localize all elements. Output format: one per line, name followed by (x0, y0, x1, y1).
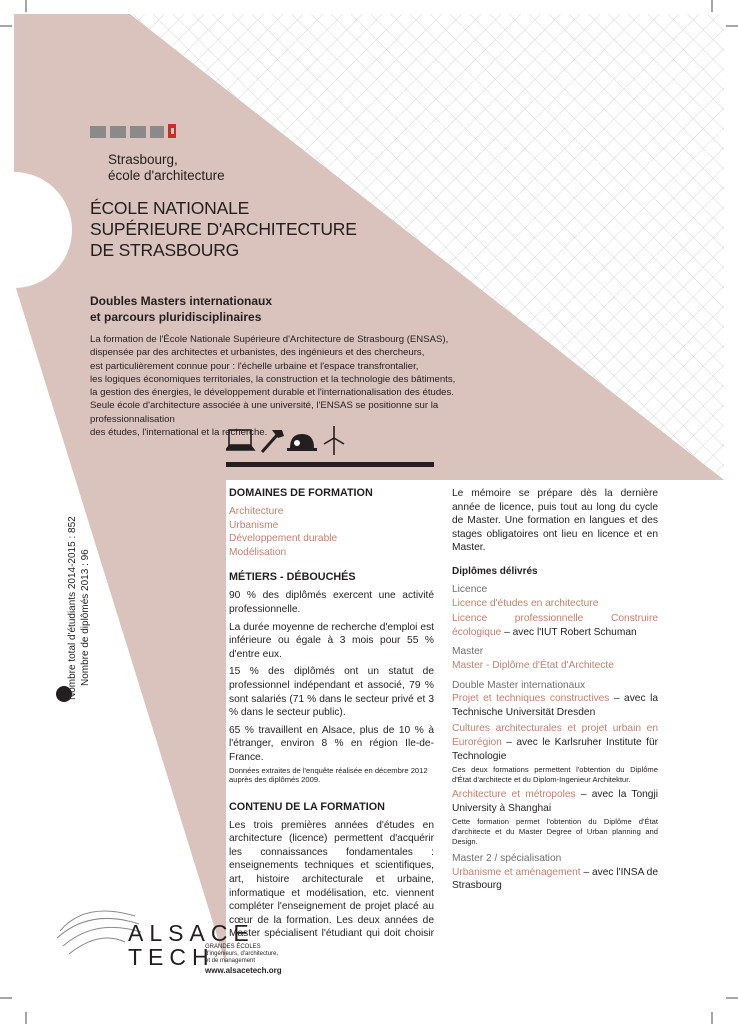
intro-line: Seule école d'architecture associée à une université, l'ENSAS se positionne sur la professionnalisation (90, 400, 439, 425)
intro-line: est particulièrement connue pour : l'échelle urbaine et l'espace transfrontalier, (90, 360, 419, 372)
side-stats-text (66, 516, 92, 700)
subtitle-line1: Doubles Masters internationaux (90, 294, 273, 308)
domaine-item: Développement durable (229, 533, 338, 545)
metiers-note: Données extraites de l'enquête réalisée en décembre 2012 auprès des diplômés 2009. (229, 765, 428, 785)
title-line1: ÉCOLE NATIONALE (90, 198, 250, 218)
school-name-line1: Strasbourg, (108, 152, 178, 167)
contenu-p1: Les trois premières années d'études en architecture (licence) permettent d'acquérir les connaissances fondamentales : enseignements techniques et scientifiques, art, histoire architecturale et urbaine, informatique et modélisation, etc. viennent compléter l'enseignement de projet placé au cœur de la formation. Les deux années de Master spécialisent l'étudiant qui doit choisir (229, 819, 434, 940)
laptop-icon (226, 430, 254, 450)
master2-item (452, 866, 658, 893)
page-title (90, 198, 357, 261)
intro-line: La formation de l'École Nationale Supérieure d'Architecture de Strasbourg (ENSAS), (90, 334, 449, 345)
master2-label: Master 2 / spécialisation (452, 853, 562, 865)
column-left (229, 487, 434, 945)
wind-turbine-icon (324, 426, 344, 455)
licence-pro (452, 612, 658, 639)
domaines-heading: DOMAINES DE FORMATION (229, 487, 373, 499)
licence-label: Licence (452, 583, 488, 595)
double-master-note: Ces deux formations permettent l'obtention du Diplôme d'État d'architecte et du Diplom-Ingenieur Architektur. (452, 765, 658, 784)
alsacetech-tagline (205, 944, 278, 965)
metiers-p3: 15 % des diplômés ont un statut de professionnel indépendant et associé, 79 % sont salariés (71 % dans le secteur privé et 3 % dans le secteur public). (229, 666, 434, 719)
domaine-item: Architecture (229, 506, 284, 517)
diplomes-heading: Diplômes délivrés (452, 565, 538, 577)
intro-line: la gestion des énergies, le développement durable et l'internationalisation des études. (90, 387, 454, 399)
double-master-item (452, 788, 658, 815)
tagline-line: GRANDES ÉCOLES (205, 944, 261, 950)
pictogram-row (226, 426, 346, 456)
licence-pro-partner: – avec l'IUT Robert Schuman (501, 626, 637, 638)
school-name-line2: école d'architecture (108, 168, 225, 183)
intro-paragraph (90, 333, 520, 439)
master-item: Master - Diplôme d'État d'Architecte (452, 659, 614, 671)
hard-hat-icon (287, 434, 317, 451)
double-master-partner: – avec la Tongji University à Shanghai (452, 789, 658, 814)
domaine-item: Modélisation (229, 546, 287, 558)
master2-partner: – avec l'INSA de Strasbourg (452, 866, 658, 892)
double-master-title: Projet et techniques constructives (452, 693, 610, 705)
double-master-partner: – avec la Technische Universität Dresden (452, 693, 658, 718)
column-right (452, 487, 658, 893)
double-master-partner: – avec le Karlsruher Institute für Technologie (452, 736, 658, 762)
title-line2: SUPÉRIEURE D'ARCHITECTURE (90, 219, 357, 239)
alsacetech-logo-alsace: ALSACE (128, 920, 255, 946)
tagline-line: et de management (205, 958, 256, 964)
title-line3: DE STRASBOURG (90, 240, 240, 260)
intro-line: des études, l'international et la recherche. (90, 427, 268, 439)
tagline-line: d'ingénieurs, d'architecture, (205, 951, 278, 957)
master-label: Master (452, 646, 484, 658)
metiers-p2: La durée moyenne de recherche d'emploi est inférieure ou égale à 3 mois pour 55 % d'entre eux. (229, 621, 434, 660)
stat-students: Nombre total d'étudiants 2014-2015 : 852 (67, 516, 78, 700)
ensas-logo-icon (90, 122, 182, 142)
alsacetech-url-link[interactable]: www.alsacetech.org (205, 966, 282, 975)
licence-item: Licence d'études en architecture (452, 597, 599, 609)
double-master-item (452, 692, 658, 719)
stat-graduates: Nombre de diplômés 2013 : 96 (80, 549, 91, 686)
metiers-p1: 90 % des diplômés exercent une activité professionnelle. (229, 590, 434, 615)
hammer-icon (262, 430, 284, 452)
licence-pro-title: Licence professionnelle Construire écologique (452, 613, 658, 638)
double-master-note: Cette formation permet l'obtention du Diplôme d'État d'architecte et du Master Degree of Urban planning and Design. (452, 817, 658, 846)
contenu-heading: CONTENU DE LA FORMATION (229, 800, 385, 813)
subtitle-line2: et parcours pluridisciplinaires (90, 310, 262, 324)
metiers-heading: MÉTIERS - DÉBOUCHÉS (229, 571, 356, 584)
master2-title: Urbanisme et aménagement (452, 866, 581, 878)
double-master-title: Architecture et métropoles (452, 789, 576, 801)
double-master-item (452, 722, 658, 763)
contenu-p2: Le mémoire se prépare dès la dernière année de licence, puis tout au long du cycle de Master. Une formation en langues et des stages obligatoires ont lieu en licence et en Master. (452, 488, 658, 554)
metiers-p4: 65 % travaillent en Alsace, plus de 10 % à l'étranger, environ 8 % en région Ile-de-France. (229, 724, 434, 763)
double-master-title: Cultures architecturales et projet urbain en Eurorégion (452, 723, 658, 748)
alsacetech-logo-tech: TECH (128, 944, 215, 970)
domaine-item: Urbanisme (229, 519, 279, 531)
intro-line: dispensée par des architectes et urbanistes, des ingénieurs et des chercheurs, (90, 347, 425, 359)
subtitle (90, 293, 272, 325)
divider (226, 462, 434, 467)
double-master-label: Double Master internationaux (452, 679, 586, 691)
school-name (108, 152, 225, 184)
intro-line: les logiques économiques territoriales, la construction et la technologie des bâtiments, (90, 373, 456, 385)
